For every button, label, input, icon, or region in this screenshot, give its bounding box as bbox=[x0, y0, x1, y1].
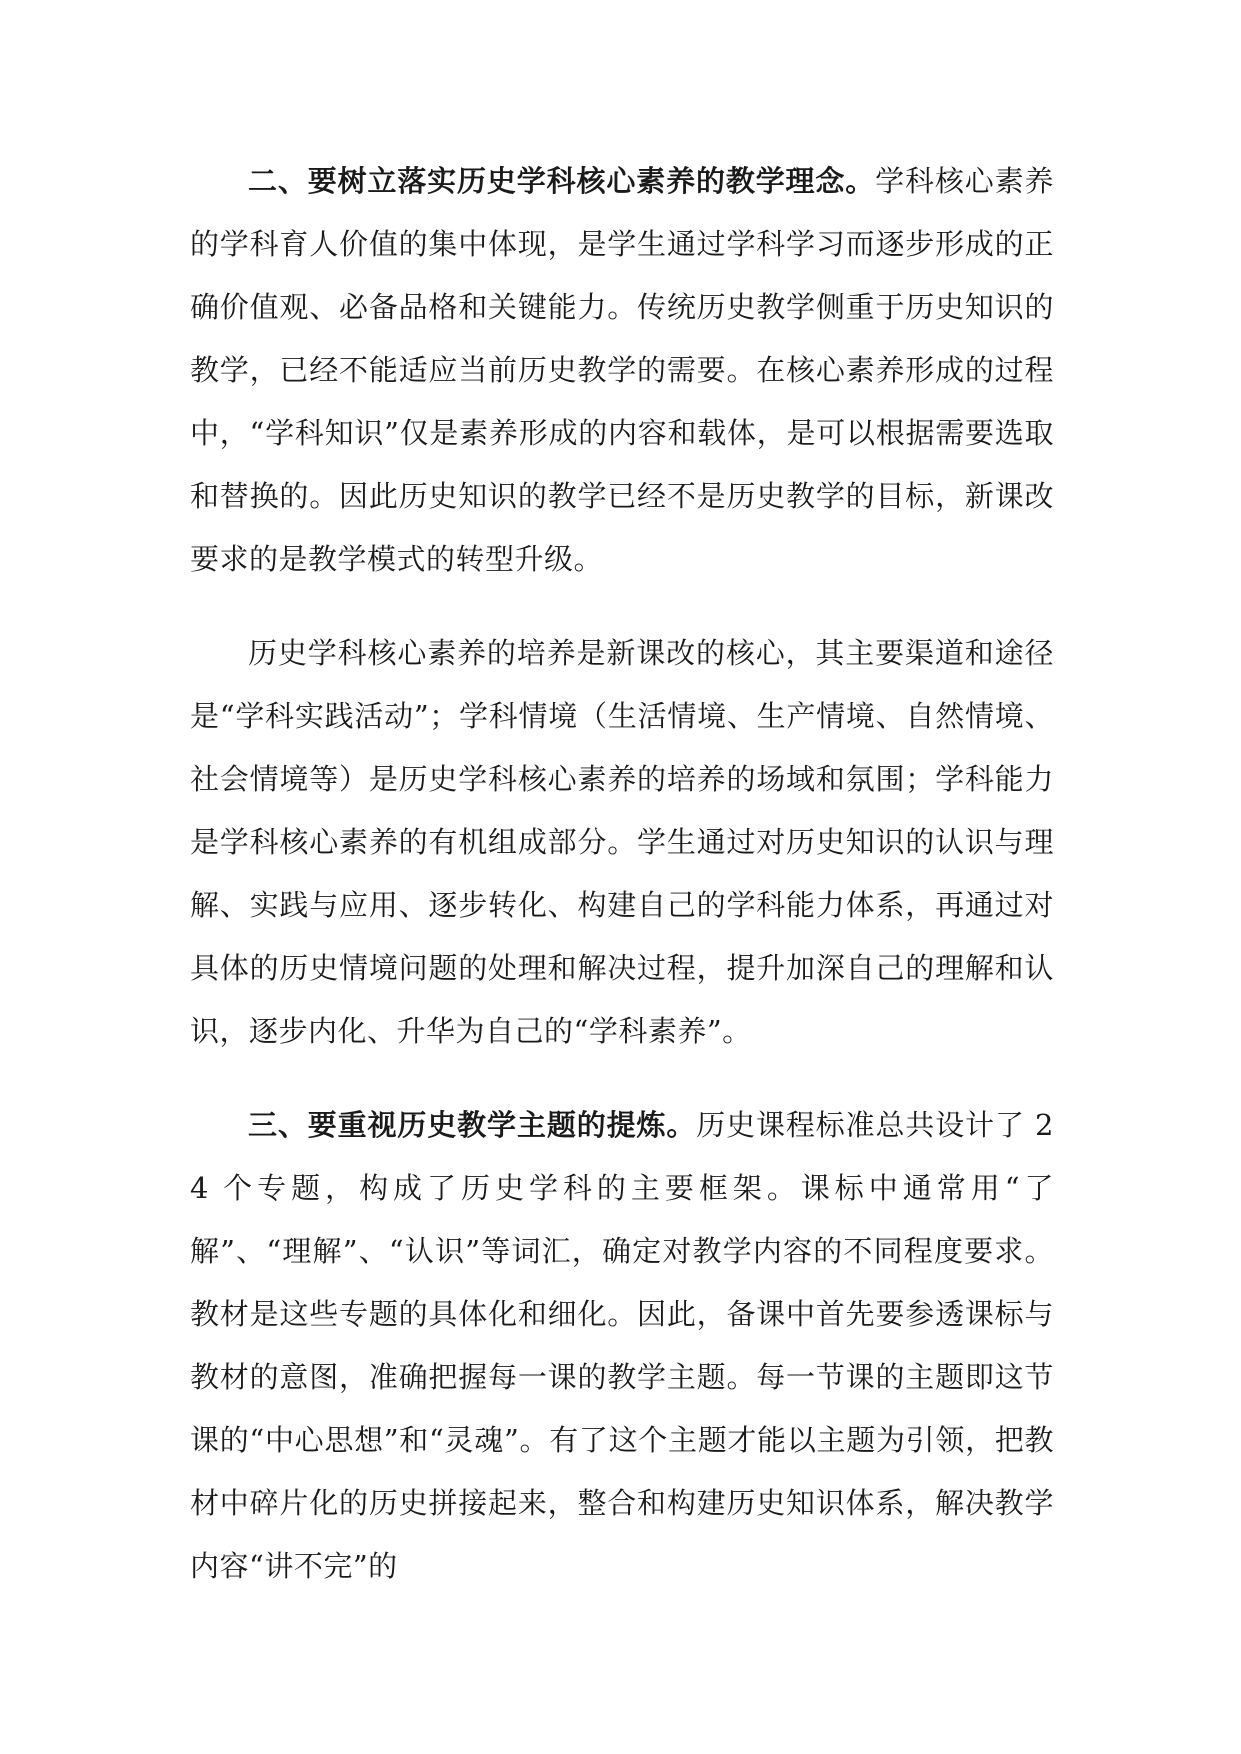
paragraph-body: 历史课程标准总共设计了 24 个专题，构成了历史学科的主要框架。课标中通常用“了解”、“理解”、“认识”等词汇，确定对教学内容的不同程度要求。教材是这些专题的具体化和细化。因此，备课中首先要参透课标与教材的意图，准确把握每一课的教学主题。每一节课的主题即这节课的“中心思想”和“灵魂”。有了这个主题才能以主题为引领，把教材中碎片化的历史拼接起来，整合和构建历史知识体系，解决教学内容“讲不完”的 bbox=[190, 1108, 1054, 1583]
paragraph-body: 学科核心素养的学科育人价值的集中体现，是学生通过学科学习而逐步形成的正确价值观、必备品格和关键能力。传统历史教学侧重于历史知识的教学，已经不能适应当前历史教学的需要。在核心素养形成的过程中，“学科知识”仅是素养形成的内容和载体，是可以根据需要选取和替换的。因此历史知识的教学已经不是历史教学的目标，新课改要求的是教学模式的转型升级。 bbox=[190, 164, 1054, 576]
section-heading-three: 三、要重视历史教学主题的提炼。 bbox=[248, 1108, 697, 1142]
paragraph-teaching-theme bbox=[190, 1094, 1054, 1598]
paragraph-core-literacy bbox=[190, 622, 1054, 1063]
section-heading-two: 二、要树立落实历史学科核心素养的教学理念。 bbox=[248, 164, 876, 198]
paragraph-body: 历史学科核心素养的培养是新课改的核心，其主要渠道和途径是“学科实践活动”；学科情境（生活情境、生产情境、自然情境、社会情境等）是历史学科核心素养的培养的场域和氛围；学科能力是学科核心素养的有机组成部分。学生通过对历史知识的认识与理解、实践与应用、逐步转化、构建自己的学科能力体系，再通过对具体的历史情境问题的处理和解决过程，提升加深自己的理解和认识，逐步内化、升华为自己的“学科素养”。 bbox=[190, 636, 1054, 1048]
document-page bbox=[190, 150, 1054, 1598]
paragraph-teaching-concept bbox=[190, 150, 1054, 591]
